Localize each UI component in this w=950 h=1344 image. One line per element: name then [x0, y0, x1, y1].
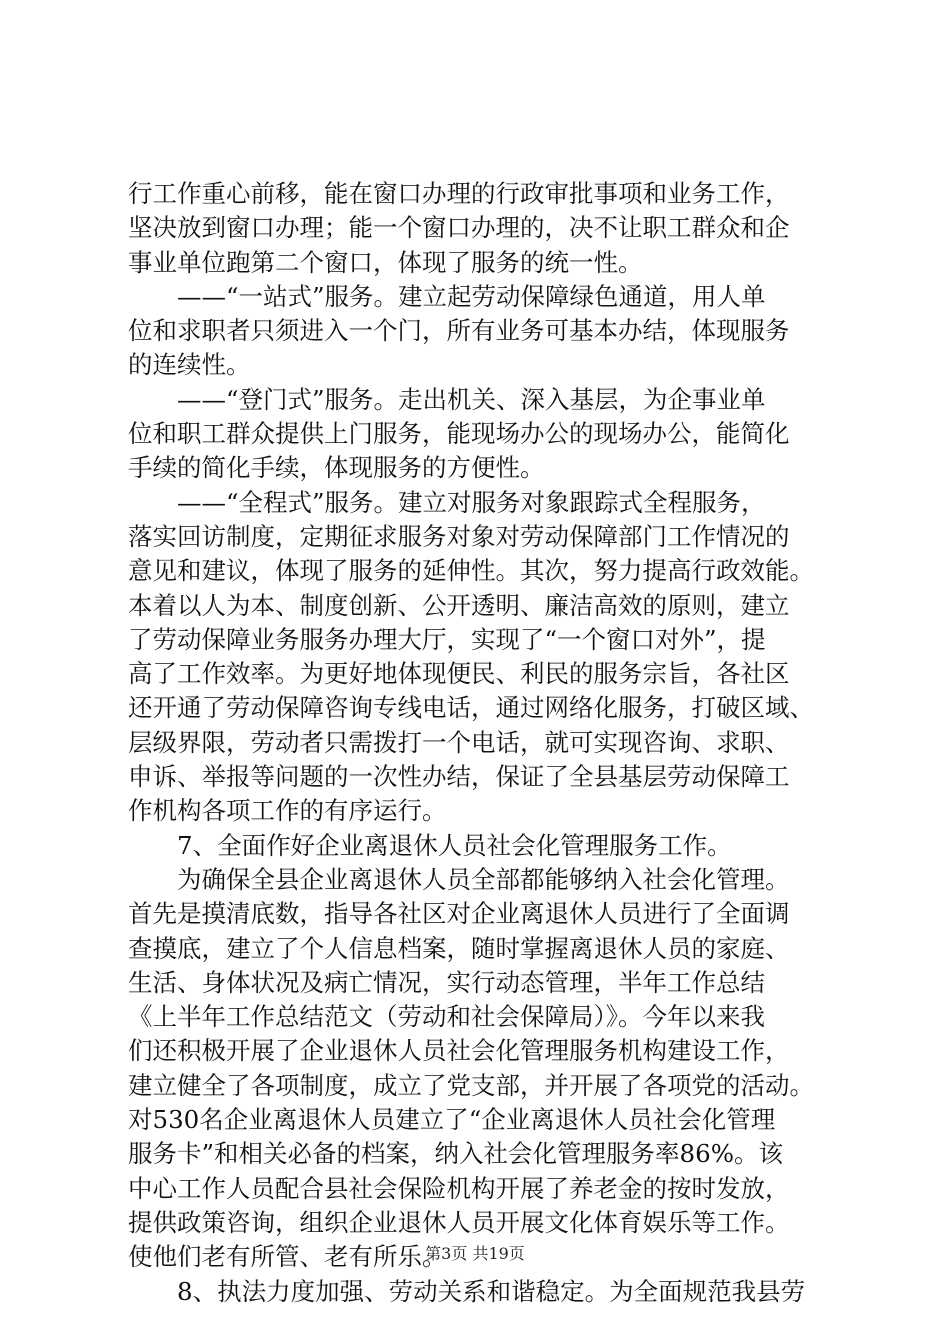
- text-line: 还开通了劳动保障咨询专线电话，通过网络化服务，打破区域、: [128, 693, 814, 723]
- page-footer: 第3页 共19页: [425, 1244, 525, 1263]
- text-line: 坚决放到窗口办理；能一个窗口办理的，决不让职工群众和企: [128, 213, 790, 243]
- text-line: 作机构各项工作的有序运行。: [128, 796, 447, 826]
- text-line: 《上半年工作总结范文（劳动和社会保障局）》。今年以来我: [128, 1002, 765, 1032]
- text-line: 申诉、举报等问题的一次性办结，保证了全县基层劳动保障工: [128, 762, 790, 792]
- text-line: 事业单位跑第二个窗口，体现了服务的统一性。: [128, 247, 643, 277]
- text-line: 为确保全县企业离退休人员全部都能够纳入社会化管理。: [128, 864, 790, 894]
- text-line: 8、执法力度加强、劳动关系和谐稳定。为全面规范我县劳: [128, 1276, 806, 1306]
- text-line: 的连续性。: [128, 350, 251, 380]
- text-line: 意见和建议，体现了服务的延伸性。其次，努力提高行政效能。: [128, 556, 814, 586]
- text-line: 查摸底，建立了个人信息档案，随时掌握离退休人员的家庭、: [128, 933, 790, 963]
- text-line: 层级界限，劳动者只需拨打一个电话，就可实现咨询、求职、: [128, 727, 790, 757]
- text-line: 高了工作效率。为更好地体现便民、利民的服务宗旨，各社区: [128, 659, 790, 689]
- text-line: 服务卡”和相关必备的档案，纳入社会化管理服务率86%。该: [128, 1139, 783, 1169]
- text-line: 生活、身体状况及病亡情况，实行动态管理，半年工作总结: [128, 967, 765, 997]
- text-line: 提供政策咨询，组织企业退休人员开展文化体育娱乐等工作。: [128, 1207, 790, 1237]
- text-line: 7、全面作好企业离退休人员社会化管理服务工作。: [128, 830, 732, 860]
- text-line: ——“一站式”服务。建立起劳动保障绿色通道，用人单: [128, 281, 766, 311]
- text-line: 建立健全了各项制度，成立了党支部，并开展了各项党的活动。: [128, 1070, 814, 1100]
- text-line: 手续的简化手续，体现服务的方便性。: [128, 453, 545, 483]
- text-line: 们还积极开展了企业退休人员社会化管理服务机构建设工作，: [128, 1036, 790, 1066]
- text-line: ——“登门式”服务。走出机关、深入基层，为企事业单: [128, 384, 766, 414]
- text-line: 本着以人为本、制度创新、公开透明、廉洁高效的原则，建立: [128, 590, 790, 620]
- text-line: 落实回访制度，定期征求服务对象对劳动保障部门工作情况的: [128, 521, 790, 551]
- text-line: 对530名企业离退休人员建立了“企业离退休人员社会化管理: [128, 1105, 776, 1135]
- text-line: 位和职工群众提供上门服务，能现场办公的现场办公，能简化: [128, 419, 790, 449]
- text-line: 行工作重心前移，能在窗口办理的行政审批事项和业务工作，: [128, 179, 790, 208]
- text-line: 首先是摸清底数，指导各社区对企业离退休人员进行了全面调: [128, 899, 790, 929]
- text-line: 中心工作人员配合县社会保险机构开展了养老金的按时发放，: [128, 1173, 790, 1203]
- text-line: 了劳动保障业务服务办理大厅，实现了“一个窗口对外”，提: [128, 624, 766, 654]
- text-line: 使他们老有所管、老有所乐。: [128, 1242, 447, 1272]
- document-body: [128, 177, 838, 1309]
- text-line: 位和求职者只须进入一个门，所有业务可基本办结，体现服务: [128, 316, 790, 346]
- text-line: ——“全程式”服务。建立对服务对象跟踪式全程服务，: [128, 487, 766, 517]
